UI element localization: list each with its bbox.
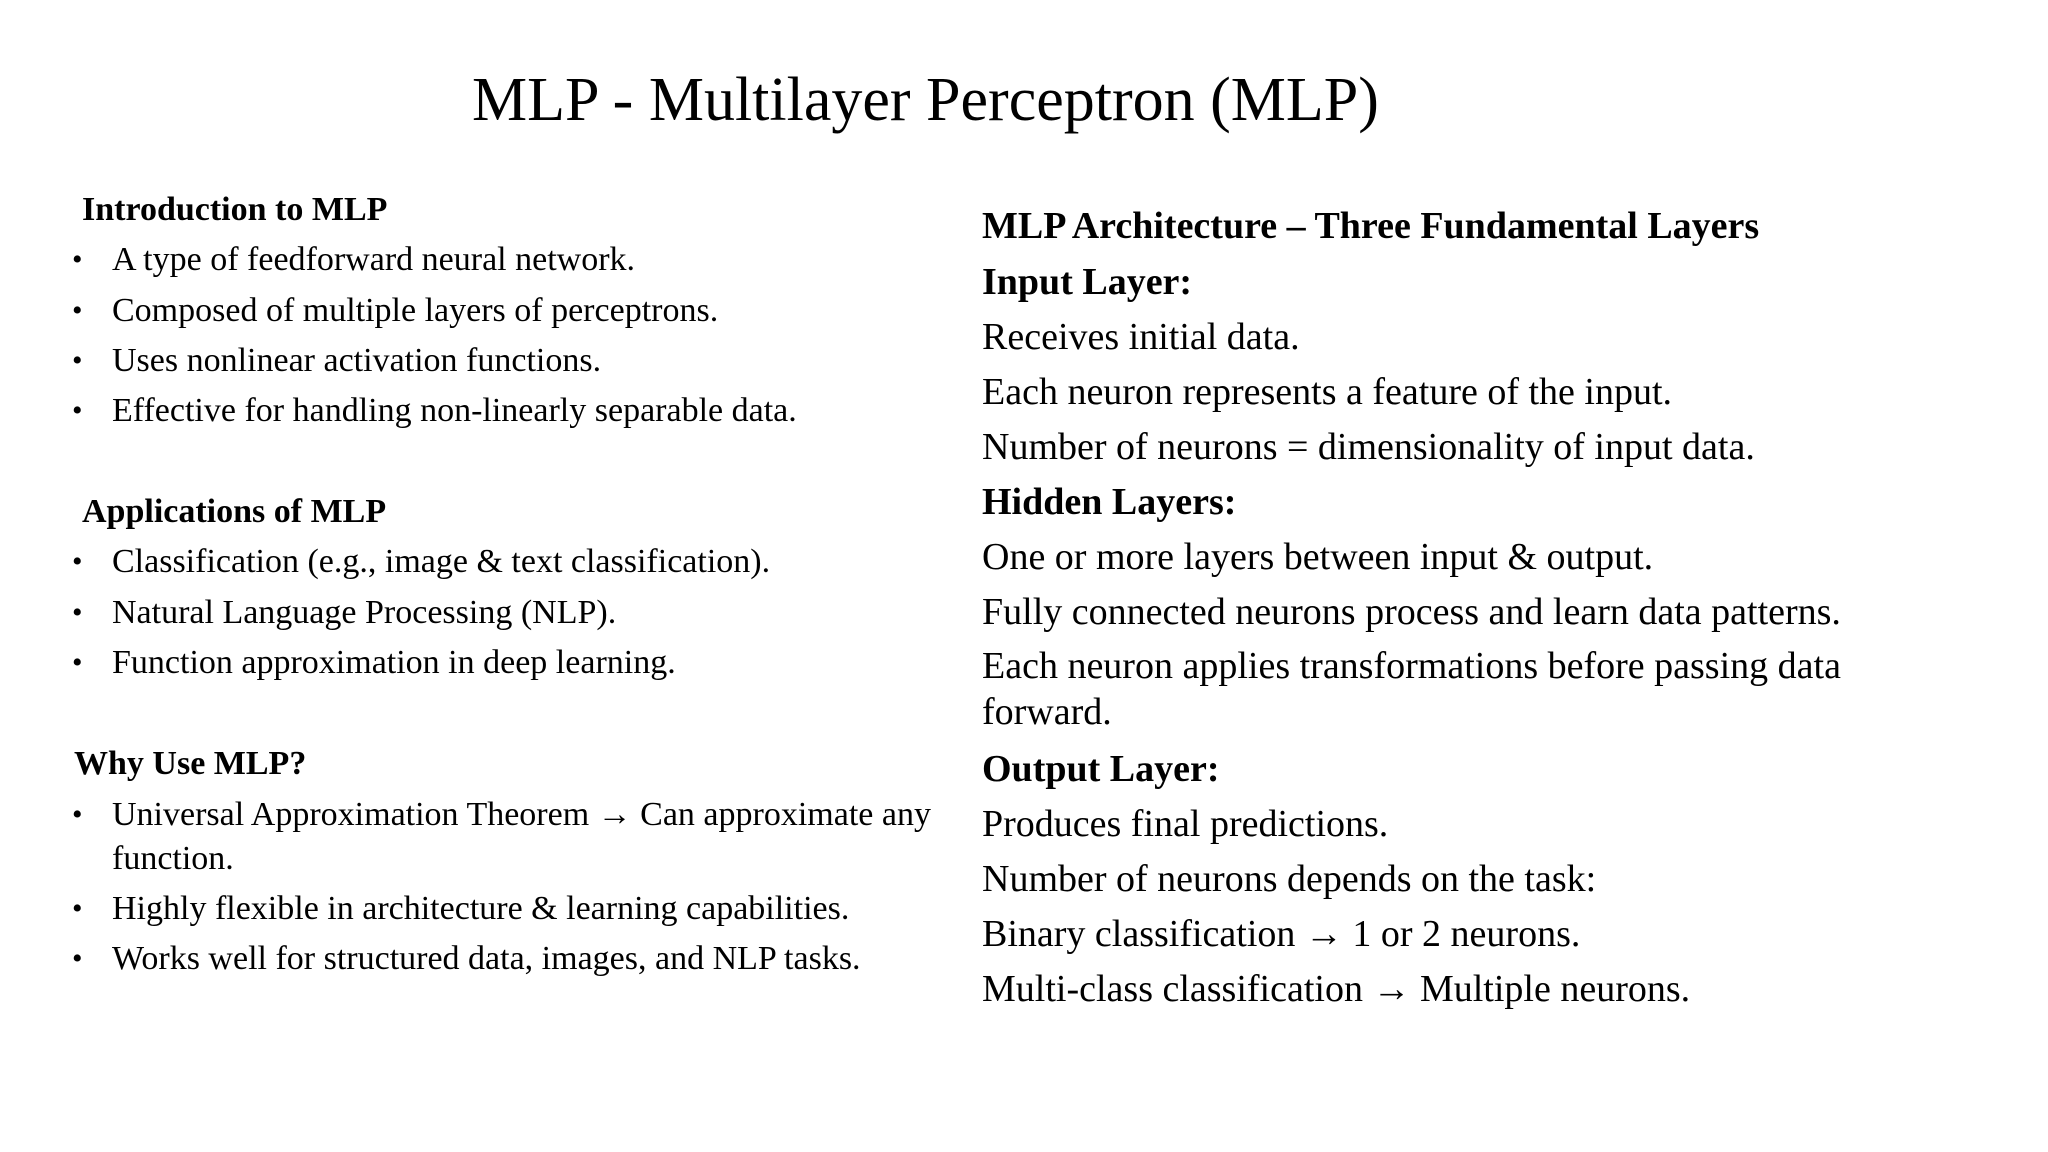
applications-item-text: Classification (e.g., image & text classification). <box>112 543 771 580</box>
bullet-icon: • <box>72 294 83 327</box>
output-layer-heading: Output Layer: <box>982 748 1220 790</box>
bullet-icon: • <box>72 596 83 629</box>
intro-item-text: Composed of multiple layers of perceptrons. <box>112 292 719 329</box>
why-item-text: Universal Approximation Theorem → Can approximate any function. <box>112 796 931 877</box>
applications-heading: Applications of MLP <box>82 493 387 530</box>
intro-heading: Introduction to MLP <box>82 191 388 228</box>
bullet-icon: • <box>72 394 83 427</box>
intro-item-text: Uses nonlinear activation functions. <box>112 342 602 379</box>
hidden-layer-line-3: Each neuron applies transformations before passing data forward. <box>982 645 1841 733</box>
bullet-icon: • <box>72 646 83 679</box>
output-layer-line-1: Produces final predictions. <box>982 803 1389 845</box>
why-item-text: Works well for structured data, images, and NLP tasks. <box>112 940 861 977</box>
bullet-icon: • <box>72 892 83 925</box>
input-layer-heading: Input Layer: <box>982 261 1193 303</box>
bullet-icon: • <box>72 942 83 975</box>
bullet-icon: • <box>72 344 83 377</box>
architecture-heading: MLP Architecture – Three Fundamental Layers <box>982 205 1760 247</box>
input-layer-line-1: Receives initial data. <box>982 316 1300 358</box>
slide-title: MLP - Multilayer Perceptron (MLP) <box>472 66 1379 134</box>
intro-item-text: Effective for handling non-linearly separable data. <box>112 392 797 429</box>
bullet-icon: • <box>72 243 83 276</box>
applications-item-text: Function approximation in deep learning. <box>112 644 676 681</box>
hidden-layer-line-1: One or more layers between input & output. <box>982 536 1654 578</box>
bullet-icon: • <box>72 798 83 831</box>
output-layer-line-3: Binary classification → 1 or 2 neurons. <box>982 913 1581 955</box>
hidden-layer-heading: Hidden Layers: <box>982 481 1237 523</box>
bullet-icon: • <box>72 545 83 578</box>
hidden-layer-line-2: Fully connected neurons process and learn data patterns. <box>982 591 1841 633</box>
input-layer-line-2: Each neuron represents a feature of the input. <box>982 371 1673 413</box>
intro-item-text: A type of feedforward neural network. <box>112 241 636 278</box>
input-layer-line-3: Number of neurons = dimensionality of input data. <box>982 426 1755 468</box>
why-heading: Why Use MLP? <box>74 745 307 782</box>
output-layer-line-2: Number of neurons depends on the task: <box>982 858 1597 900</box>
why-item-text: Highly flexible in architecture & learning capabilities. <box>112 890 850 927</box>
output-layer-line-4: Multi-class classification → Multiple neurons. <box>982 968 1691 1010</box>
applications-item-text: Natural Language Processing (NLP). <box>112 594 617 631</box>
